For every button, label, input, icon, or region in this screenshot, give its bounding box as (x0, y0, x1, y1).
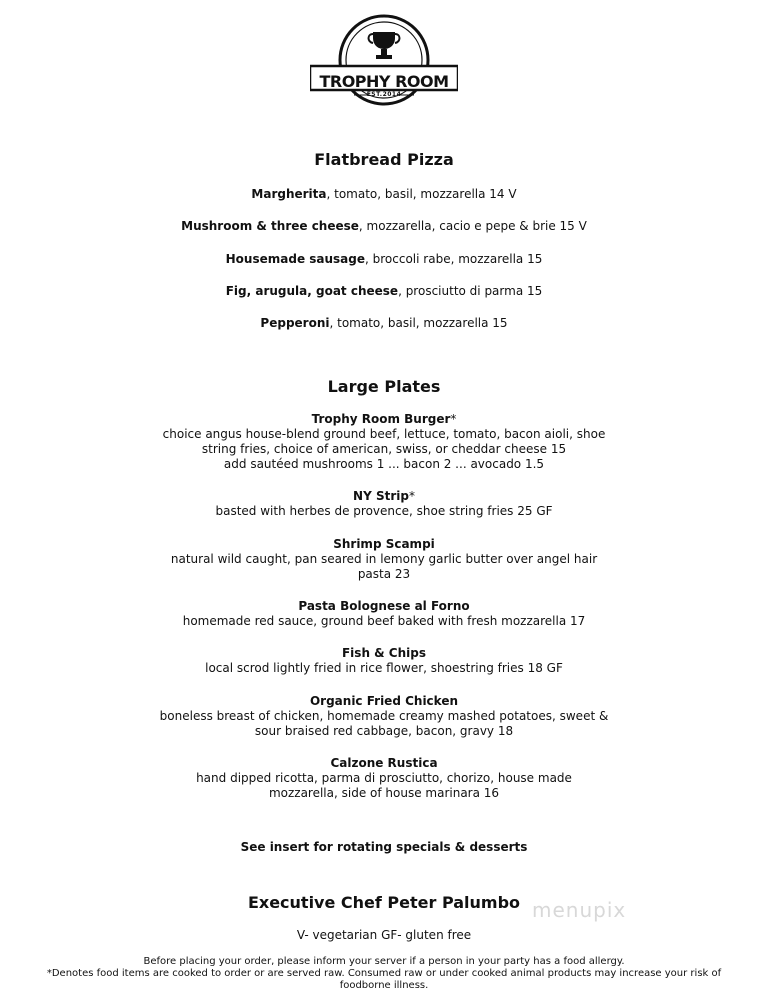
item-name: NY Strip (353, 489, 409, 503)
flatbread-item (0, 316, 768, 331)
item-desc-line: add sautéed mushrooms 1 ... bacon 2 ... avocado 1.5 (223, 457, 545, 471)
raw-footnote-cont: foodborne illness. (339, 980, 429, 991)
insert-note: See insert for rotating specials & desserts (240, 840, 528, 854)
large-plate-item (0, 537, 768, 582)
item-name: Shrimp Scampi (333, 537, 435, 551)
item-name: Fish & Chips (341, 646, 426, 660)
item-desc-line: choice angus house-blend ground beef, lettuce, tomato, bacon aioli, shoe (162, 427, 606, 441)
item-desc-line: hand dipped ricotta, parma di prosciutto, chorizo, house made (196, 771, 572, 785)
item-name: Housemade sausage (225, 252, 366, 266)
item-desc-line: pasta 23 (357, 567, 411, 581)
flatbread-title: Flatbread Pizza (314, 150, 454, 169)
large-plate-item (0, 412, 768, 472)
item-name: Organic Fried Chicken (309, 694, 459, 708)
item-desc-line: string fries, choice of american, swiss, or cheddar cheese 15 (201, 442, 567, 456)
item-desc: , broccoli rabe, mozzarella 15 (365, 252, 543, 266)
flatbread-item (0, 187, 768, 202)
large-plate-item (0, 646, 768, 676)
flatbread-item (0, 252, 768, 267)
item-desc-line: homemade red sauce, ground beef baked with fresh mozzarella 17 (182, 614, 586, 628)
logo-name: TROPHY ROOM (319, 72, 449, 91)
large-plate-item (0, 694, 768, 739)
item-desc: , mozzarella, cacio e pepe & brie 15 V (358, 219, 587, 233)
raw-marker: * (450, 412, 457, 426)
menupix-watermark: menupix (532, 898, 627, 922)
raw-marker: * (408, 489, 415, 503)
raw-footnote: *Denotes food items are cooked to order or are served raw. Consumed raw or under cooked animal products may increase your risk of (46, 968, 722, 979)
item-desc-line: natural wild caught, pan seared in lemony garlic butter over angel hair (170, 552, 598, 566)
large-plate-item (0, 489, 768, 519)
item-name: Mushroom & three cheese (181, 219, 359, 233)
flatbread-item (0, 219, 768, 234)
diet-legend: V- vegetarian GF- gluten free (296, 928, 472, 942)
item-name: Margherita (251, 187, 327, 201)
item-name: Calzone Rustica (330, 756, 438, 770)
logo-est: EST.2014 (366, 91, 402, 98)
large-plate-item (0, 599, 768, 629)
item-desc-line: mozzarella, side of house marinara 16 (268, 786, 500, 800)
item-desc-line: basted with herbes de provence, shoe string fries 25 GF (215, 504, 553, 518)
trophy-room-logo (310, 14, 458, 106)
item-desc-line: boneless breast of chicken, homemade creamy mashed potatoes, sweet & (159, 709, 609, 723)
item-name: Fig, arugula, goat cheese (225, 284, 399, 298)
item-desc-line: local scrod lightly fried in rice flower, shoestring fries 18 GF (205, 661, 563, 675)
flatbread-item (0, 284, 768, 299)
item-desc: , tomato, basil, mozzarella 14 V (326, 187, 517, 201)
large-plate-item (0, 756, 768, 801)
item-name: Pasta Bolognese al Forno (298, 599, 470, 613)
item-desc: , prosciutto di parma 15 (398, 284, 543, 298)
allergy-footnote: Before placing your order, please inform your server if a person in your party has a food allergy. (143, 956, 625, 967)
item-desc: , tomato, basil, mozzarella 15 (329, 316, 508, 330)
executive-chef: Executive Chef Peter Palumbo (247, 893, 521, 912)
item-desc-line: sour braised red cabbage, bacon, gravy 18 (254, 724, 514, 738)
large-plates-title: Large Plates (327, 377, 441, 396)
item-name: Trophy Room Burger (311, 412, 451, 426)
item-name: Pepperoni (260, 316, 330, 330)
